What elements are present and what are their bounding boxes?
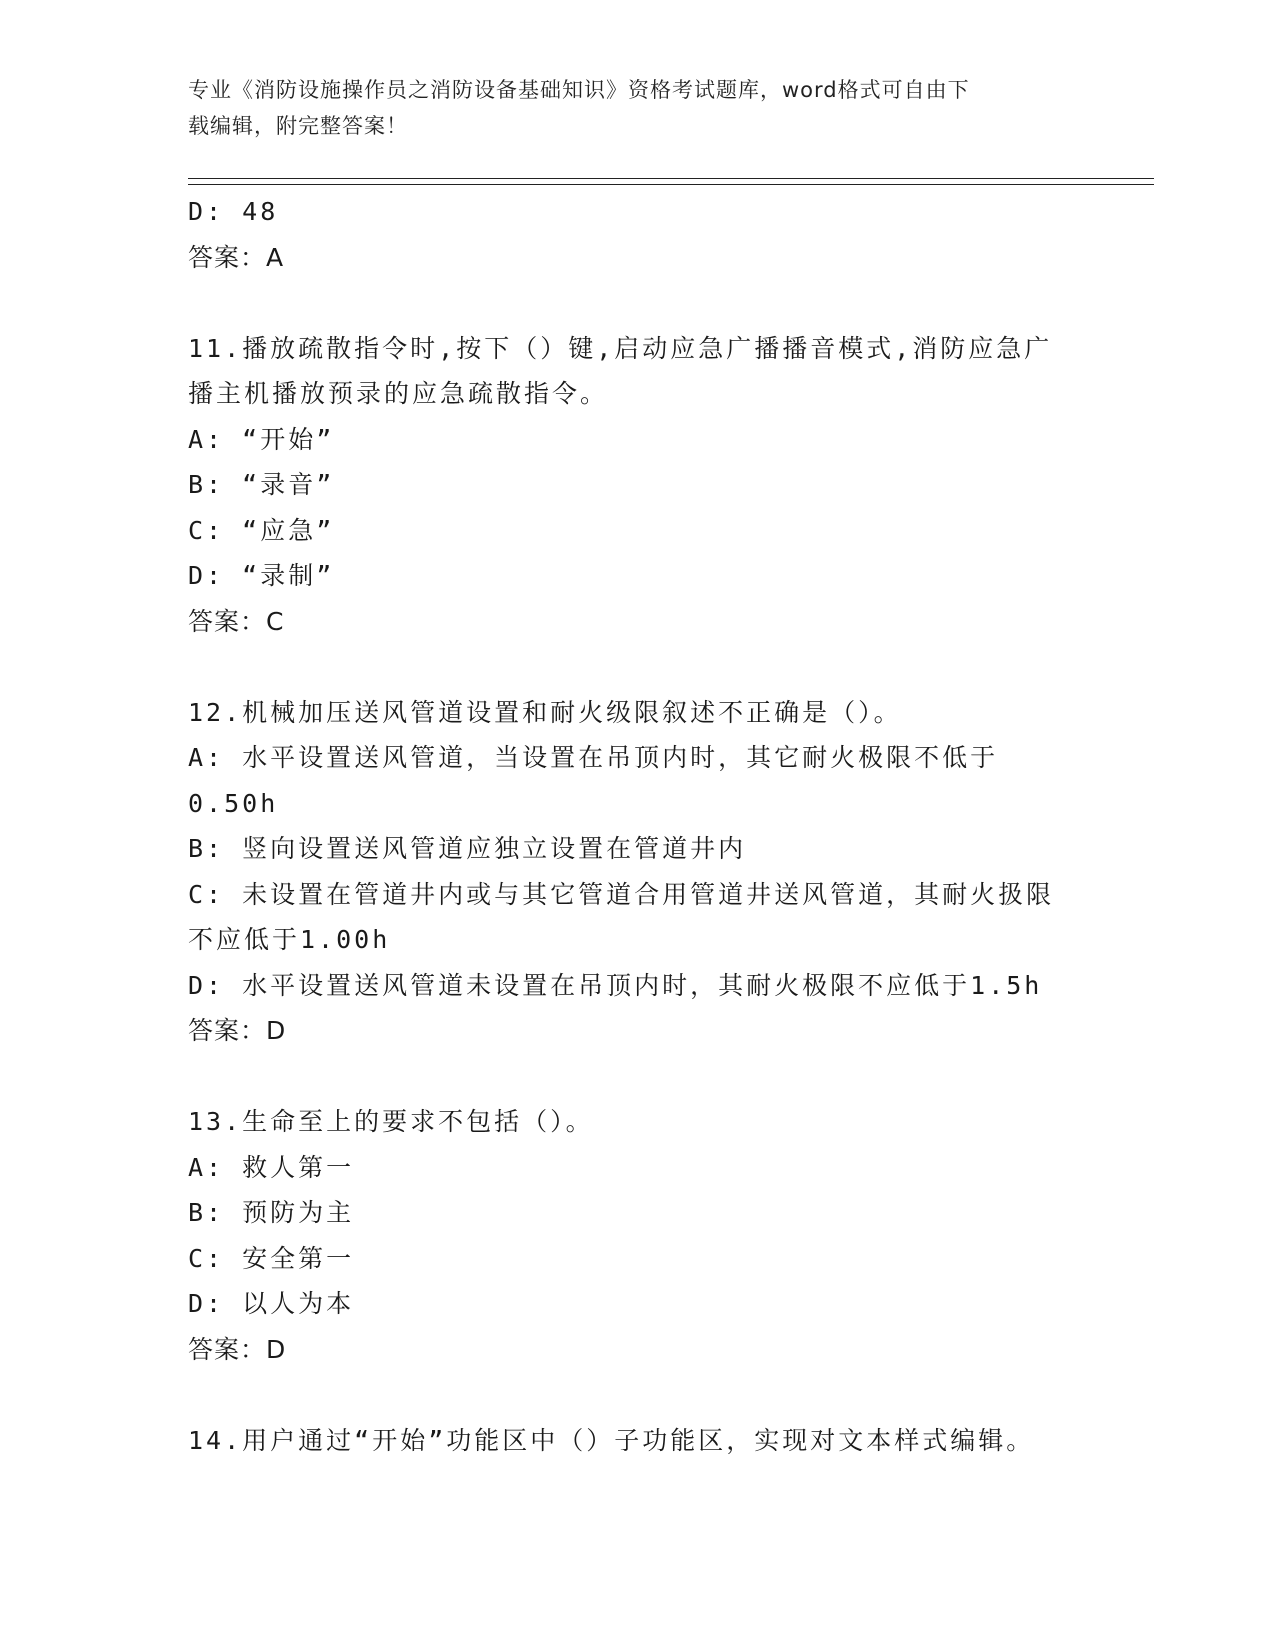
answer-line: 答案：C — [188, 606, 285, 636]
option-d: D: “录制” — [188, 561, 335, 590]
question-stem: 14.用户通过“开始”功能区中（）子功能区，实现对文本样式编辑。 — [188, 1425, 1035, 1455]
question-list — [188, 189, 1088, 1463]
option-d: D: 48 — [188, 197, 279, 226]
page-header — [188, 72, 1078, 144]
option-c: C: 未设置在管道井内或与其它管道合用管道井送风管道，其耐火扱限 — [188, 879, 1055, 909]
option-c: C: “应急” — [188, 515, 335, 545]
option-b: B: “录音” — [188, 470, 335, 499]
question-14 — [188, 1418, 1088, 1464]
header-line-2: 载编辑，附完整答案！ — [188, 114, 408, 138]
question-stem: 播主机播放预录的应急疏散指令。 — [188, 379, 609, 408]
option-d: D: 水平设置送风管道未设置在吊顶内时，其耐火极限不应低于1.5h — [188, 970, 1043, 1000]
answer-line: 答案：A — [188, 242, 285, 272]
question-10-continued — [188, 189, 1088, 280]
option-a-continued: 0.50h — [188, 788, 279, 818]
option-a: A: 救人第一 — [188, 1152, 355, 1182]
answer-line: 答案：D — [188, 1334, 287, 1364]
question-12 — [188, 690, 1088, 1054]
option-c-continued: 不应低于1.00h — [188, 925, 391, 954]
option-a: A: “开始” — [188, 424, 335, 454]
header-rule-top — [188, 178, 1154, 179]
question-stem: 12.机械加压送风管道设置和耐火级限叙述不正确是（）。 — [188, 697, 902, 727]
option-c: C: 安全第一 — [188, 1243, 355, 1273]
option-b: B: 预防为主 — [188, 1198, 355, 1227]
answer-line: 答案：D — [188, 1016, 287, 1045]
question-stem: 11.播放疏散指令时,按下（）键,启动应急广播播音模式,消防应急广 — [188, 333, 1053, 363]
option-d: D: 以人为本 — [188, 1289, 355, 1318]
option-b: B: 竖向设置送风管道应独立设置在管道井内 — [188, 834, 747, 863]
header-line-1: 专业《消防设施操作员之消防设备基础知识》资格考试题库，word格式可自由下 — [188, 78, 970, 102]
question-stem: 13.生命至上的要求不包括（）。 — [188, 1107, 594, 1136]
option-a: A: 水平设置送风管道，当设置在吊顶内时，其它耐火极限不低于 — [188, 743, 999, 772]
header-rule-bottom — [188, 184, 1154, 185]
question-11 — [188, 326, 1088, 645]
question-13 — [188, 1099, 1088, 1372]
